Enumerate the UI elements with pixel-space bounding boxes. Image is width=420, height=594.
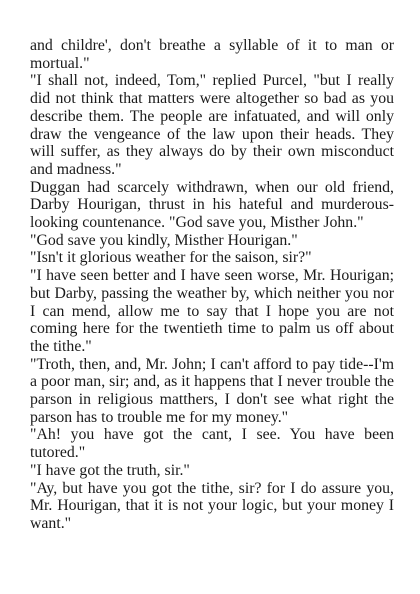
paragraph: "Troth, then, and, Mr. John; I can't afford to pay tide--I'm a poor man, sir; and, as it happens that I never trouble the parson in religious matthers, I don't see what right the parson has to trouble me for my money." [30, 355, 394, 426]
paragraph: "Ay, but have you got the tithe, sir? for I do assure you, Mr. Hourigan, that it is not your logic, but your money I want." [30, 479, 394, 532]
paragraph: "God save you kindly, Misther Hourigan." [30, 231, 298, 249]
paragraph: Duggan had scarcely withdrawn, when our old friend, Darby Hourigan, thrust in his hateful and murderous-looking countenance. "God save you, Misther John." [30, 178, 394, 232]
paragraph: "Isn't it glorious weather for the saison, sir?" [30, 249, 312, 267]
paragraph: "I have got the truth, sir." [30, 461, 190, 479]
document-page [30, 37, 394, 533]
paragraph: and childre', don't breathe a syllable of it to man or mortual." [30, 37, 394, 72]
paragraph: "I have seen better and I have seen worse, Mr. Hourigan; but Darby, passing the weather by, which neither you nor I can mend, allow me to say that I hope you are not coming here for the twentieth time to palm us off about the tithe." [30, 267, 394, 355]
paragraph: "Ah! you have got the cant, I see. You have been tutored." [30, 426, 394, 462]
paragraph: "I shall not, indeed, Tom," replied Purcel, "but I really did not think that matters were altogether so bad as you describe them. The people are infatuated, and will only draw the vengeance of the law upon their heads. They will suffer, as they always do by their own misconduct and madness." [30, 72, 394, 178]
